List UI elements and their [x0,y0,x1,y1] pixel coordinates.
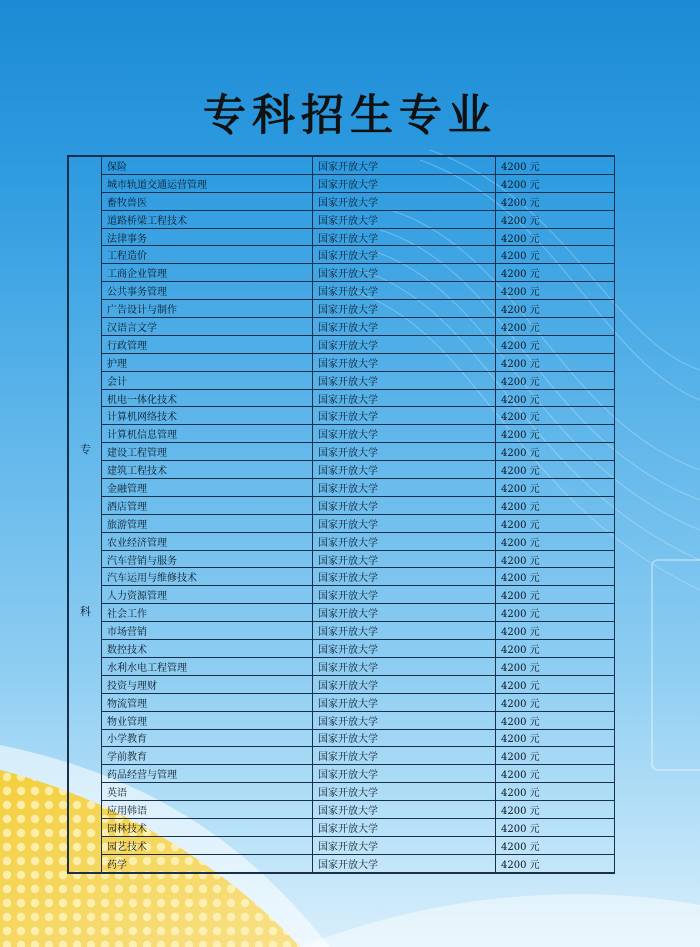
fee-cell: 4200 元 [496,640,615,658]
fee-cell: 4200 元 [496,318,615,336]
table-row [69,801,615,819]
category-char: 科 [80,605,91,618]
table-row [69,550,615,568]
major-name-cell: 旅游管理 [102,514,313,532]
fee-cell: 4200 元 [496,282,615,300]
fee-cell: 4200 元 [496,801,615,819]
major-name-cell: 水利水电工程管理 [102,657,313,675]
fee-cell: 4200 元 [496,711,615,729]
category-char: 专 [80,443,91,456]
category-label [69,157,101,869]
table-row [69,174,615,192]
school-cell: 国家开放大学 [313,622,496,640]
school-cell: 国家开放大学 [313,192,496,210]
fee-cell: 4200 元 [496,836,615,854]
fee-cell: 4200 元 [496,300,615,318]
fee-cell: 4200 元 [496,246,615,264]
major-name-cell: 工程造价 [102,246,313,264]
school-cell: 国家开放大学 [313,425,496,443]
major-name-cell: 投资与理财 [102,675,313,693]
fee-cell: 4200 元 [496,657,615,675]
major-name-cell: 计算机信息管理 [102,425,313,443]
majors-table [67,155,615,874]
major-name-cell: 药学 [102,854,313,872]
fee-cell: 4200 元 [496,425,615,443]
major-name-cell: 广告设计与制作 [102,300,313,318]
school-cell: 国家开放大学 [313,854,496,872]
major-name-cell: 学前教育 [102,747,313,765]
table-row [69,192,615,210]
table-row [69,443,615,461]
school-cell: 国家开放大学 [313,210,496,228]
table-row [69,532,615,550]
school-cell: 国家开放大学 [313,300,496,318]
major-name-cell: 金融管理 [102,479,313,497]
majors-grid [68,156,615,873]
table-row [69,353,615,371]
major-name-cell: 公共事务管理 [102,282,313,300]
school-cell: 国家开放大学 [313,246,496,264]
major-name-cell: 市场营销 [102,622,313,640]
school-cell: 国家开放大学 [313,801,496,819]
table-row [69,747,615,765]
school-cell: 国家开放大学 [313,496,496,514]
school-cell: 国家开放大学 [313,389,496,407]
school-cell: 国家开放大学 [313,586,496,604]
table-row [69,300,615,318]
school-cell: 国家开放大学 [313,783,496,801]
table-row [69,228,615,246]
school-cell: 国家开放大学 [313,443,496,461]
table-row [69,586,615,604]
major-name-cell: 行政管理 [102,335,313,353]
major-name-cell: 汉语言文学 [102,318,313,336]
fee-cell: 4200 元 [496,461,615,479]
school-cell: 国家开放大学 [313,479,496,497]
major-name-cell: 汽车营销与服务 [102,550,313,568]
major-name-cell: 园艺技术 [102,836,313,854]
fee-cell: 4200 元 [496,479,615,497]
table-row [69,675,615,693]
table-row [69,514,615,532]
fee-cell: 4200 元 [496,174,615,192]
major-name-cell: 物流管理 [102,693,313,711]
school-cell: 国家开放大学 [313,675,496,693]
table-row [69,407,615,425]
major-name-cell: 农业经济管理 [102,532,313,550]
fee-cell: 4200 元 [496,407,615,425]
fee-cell: 4200 元 [496,514,615,532]
table-row [69,729,615,747]
fee-cell: 4200 元 [496,264,615,282]
major-name-cell: 道路桥梁工程技术 [102,210,313,228]
school-cell: 国家开放大学 [313,157,496,175]
fee-cell: 4200 元 [496,157,615,175]
major-name-cell: 计算机网络技术 [102,407,313,425]
table-row [69,282,615,300]
table-row [69,711,615,729]
table-row [69,622,615,640]
table-row [69,783,615,801]
school-cell: 国家开放大学 [313,711,496,729]
major-name-cell: 城市轨道交通运营管理 [102,174,313,192]
school-cell: 国家开放大学 [313,818,496,836]
fee-cell: 4200 元 [496,210,615,228]
school-cell: 国家开放大学 [313,657,496,675]
page-title: 专科招生专业 [203,91,497,141]
table-row [69,318,615,336]
fee-cell: 4200 元 [496,389,615,407]
fee-cell: 4200 元 [496,586,615,604]
fee-cell: 4200 元 [496,604,615,622]
major-name-cell: 小学教育 [102,729,313,747]
table-row [69,568,615,586]
school-cell: 国家开放大学 [313,407,496,425]
school-cell: 国家开放大学 [313,264,496,282]
major-name-cell: 园林技术 [102,818,313,836]
major-name-cell: 人力资源管理 [102,586,313,604]
major-name-cell: 建筑工程技术 [102,461,313,479]
fee-cell: 4200 元 [496,192,615,210]
fee-cell: 4200 元 [496,228,615,246]
table-row [69,693,615,711]
fee-cell: 4200 元 [496,729,615,747]
major-name-cell: 英语 [102,783,313,801]
table-row [69,765,615,783]
major-name-cell: 应用韩语 [102,801,313,819]
fee-cell: 4200 元 [496,783,615,801]
fee-cell: 4200 元 [496,443,615,461]
school-cell: 国家开放大学 [313,335,496,353]
table-row [69,818,615,836]
table-row [69,461,615,479]
fee-cell: 4200 元 [496,818,615,836]
table-row [69,479,615,497]
table-row [69,657,615,675]
table-row [69,425,615,443]
fee-cell: 4200 元 [496,496,615,514]
table-row [69,246,615,264]
fee-cell: 4200 元 [496,747,615,765]
fee-cell: 4200 元 [496,622,615,640]
table-row [69,371,615,389]
school-cell: 国家开放大学 [313,568,496,586]
fee-cell: 4200 元 [496,765,615,783]
school-cell: 国家开放大学 [313,318,496,336]
school-cell: 国家开放大学 [313,640,496,658]
table-row [69,389,615,407]
major-name-cell: 畜牧兽医 [102,192,313,210]
major-name-cell: 物业管理 [102,711,313,729]
school-cell: 国家开放大学 [313,765,496,783]
school-cell: 国家开放大学 [313,514,496,532]
table-row [69,836,615,854]
major-name-cell: 会计 [102,371,313,389]
major-name-cell: 社会工作 [102,604,313,622]
school-cell: 国家开放大学 [313,532,496,550]
school-cell: 国家开放大学 [313,729,496,747]
school-cell: 国家开放大学 [313,693,496,711]
table-row [69,264,615,282]
major-name-cell: 酒店管理 [102,496,313,514]
major-name-cell: 工商企业管理 [102,264,313,282]
table-row [69,640,615,658]
table-row [69,157,615,175]
major-name-cell: 保险 [102,157,313,175]
major-name-cell: 法律事务 [102,228,313,246]
school-cell: 国家开放大学 [313,836,496,854]
fee-cell: 4200 元 [496,675,615,693]
fee-cell: 4200 元 [496,854,615,872]
table-row [69,496,615,514]
fee-cell: 4200 元 [496,335,615,353]
major-name-cell: 数控技术 [102,640,313,658]
school-cell: 国家开放大学 [313,461,496,479]
major-name-cell: 药品经营与管理 [102,765,313,783]
school-cell: 国家开放大学 [313,174,496,192]
school-cell: 国家开放大学 [313,353,496,371]
school-cell: 国家开放大学 [313,747,496,765]
school-cell: 国家开放大学 [313,282,496,300]
table-row [69,604,615,622]
table-row [69,854,615,872]
fee-cell: 4200 元 [496,532,615,550]
category-cell [69,157,102,873]
school-cell: 国家开放大学 [313,604,496,622]
fee-cell: 4200 元 [496,693,615,711]
school-cell: 国家开放大学 [313,550,496,568]
fee-cell: 4200 元 [496,550,615,568]
table-row [69,210,615,228]
major-name-cell: 机电一体化技术 [102,389,313,407]
major-name-cell: 护理 [102,353,313,371]
fee-cell: 4200 元 [496,568,615,586]
major-name-cell: 建设工程管理 [102,443,313,461]
fee-cell: 4200 元 [496,371,615,389]
school-cell: 国家开放大学 [313,371,496,389]
school-cell: 国家开放大学 [313,228,496,246]
table-row [69,335,615,353]
fee-cell: 4200 元 [496,353,615,371]
major-name-cell: 汽车运用与维修技术 [102,568,313,586]
